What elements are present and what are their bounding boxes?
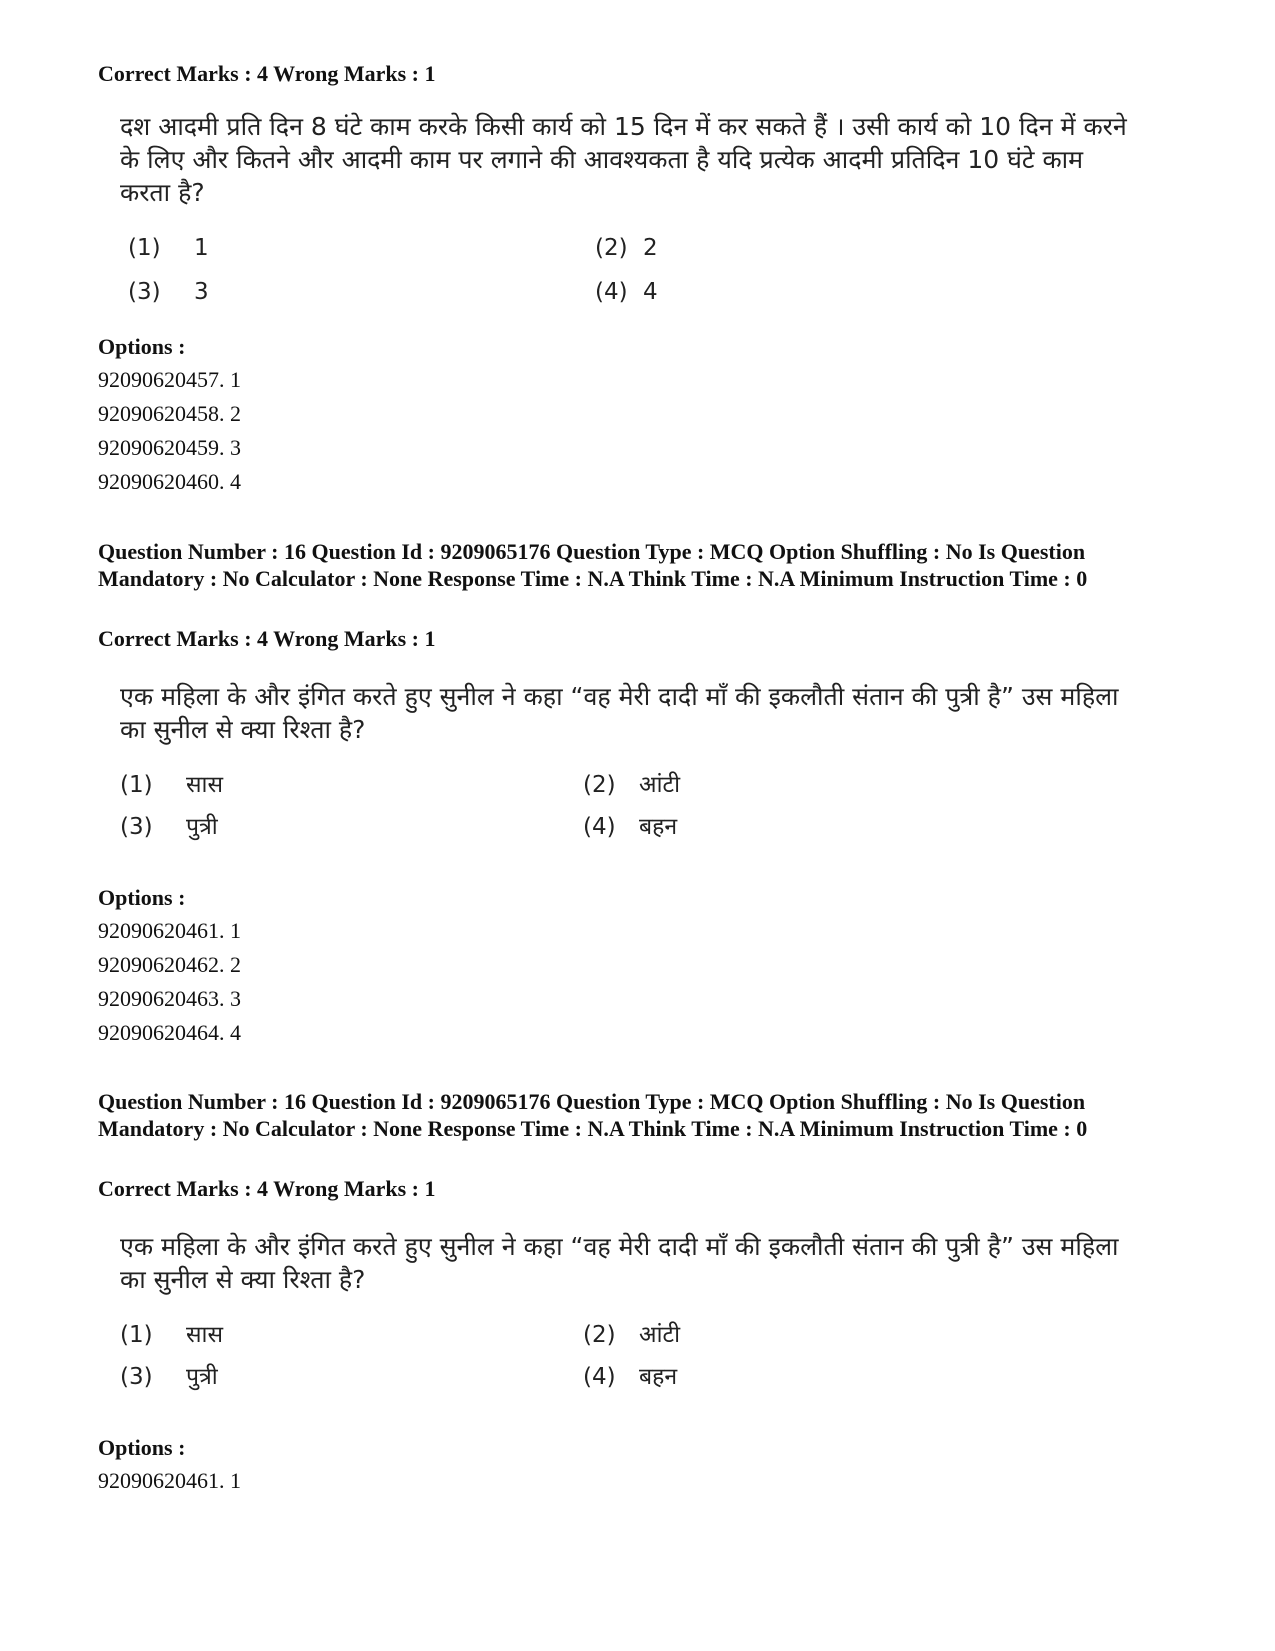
question-meta: Question Number : 16 Question Id : 9209065176 Question Type : MCQ Option Shuffling : No Is Question Mandatory : No Calculator : None Response Time : N.A Think Time : N.A Minimum Instruction Time : 0 — [98, 1089, 1088, 1141]
question-image — [120, 1230, 1140, 1408]
marks-line: Correct Marks : 4 Wrong Marks : 1 — [98, 626, 436, 651]
option-item: 92090620462. 2 — [98, 952, 241, 977]
options-list — [98, 914, 241, 1050]
choice-grid — [120, 1320, 1140, 1408]
choice-4: (4) बहन — [583, 814, 678, 840]
choice-grid — [120, 770, 1140, 858]
option-item: 92090620457. 1 — [98, 367, 241, 392]
options-label: Options : — [98, 334, 186, 359]
question-text: एक महिला के और इंगित करते हुए सुनील ने कहा “वह मेरी दादी माँ की इकलौती संतान की पुत्री है” उस महिला का सुनील से क्या रिश्ता है? — [120, 682, 1119, 744]
options-list — [98, 363, 241, 499]
choice-4: (4) 4 — [595, 279, 658, 305]
marks-line: Correct Marks : 4 Wrong Marks : 1 — [98, 1176, 436, 1201]
question-image — [120, 680, 1140, 858]
question-text: एक महिला के और इंगित करते हुए सुनील ने कहा “वह मेरी दादी माँ की इकलौती संतान की पुत्री है” उस महिला का सुनील से क्या रिश्ता है? — [120, 1232, 1119, 1294]
question-meta: Question Number : 16 Question Id : 9209065176 Question Type : MCQ Option Shuffling : No Is Question Mandatory : No Calculator : None Response Time : N.A Think Time : N.A Minimum Instruction Time : 0 — [98, 539, 1088, 591]
options-label: Options : — [98, 1435, 186, 1460]
question-image — [120, 110, 1140, 321]
choice-2: (2) आंटी — [583, 772, 681, 798]
choice-1: (1) सास — [120, 772, 224, 798]
option-item: 92090620461. 1 — [98, 918, 241, 943]
option-item: 92090620461. 1 — [98, 1468, 241, 1493]
option-item: 92090620463. 3 — [98, 986, 241, 1011]
choice-2: (2) 2 — [595, 235, 658, 261]
question-text: दश आदमी प्रति दिन 8 घंटे काम करके किसी कार्य को 15 दिन में कर सकते हैं । उसी कार्य को 10 दिन में करने के लिए और कितने और आदमी काम पर लगाने की आवश्यकता है यदि प्रत्येक आदमी प्रतिदिन 10 घंटे काम करता है? — [120, 112, 1127, 207]
choice-3: (3) पुत्री — [120, 1364, 218, 1390]
option-item: 92090620460. 4 — [98, 469, 241, 494]
choice-1: (1) सास — [120, 1322, 224, 1348]
choice-3: (3) पुत्री — [120, 814, 218, 840]
option-item: 92090620459. 3 — [98, 435, 241, 460]
options-list — [98, 1464, 241, 1498]
choice-1: (1) 1 — [128, 235, 209, 261]
marks-line: Correct Marks : 4 Wrong Marks : 1 — [98, 61, 436, 86]
option-item: 92090620464. 4 — [98, 1020, 241, 1045]
options-label: Options : — [98, 885, 186, 910]
option-item: 92090620458. 2 — [98, 401, 241, 426]
choice-grid — [120, 233, 1140, 321]
choice-2: (2) आंटी — [583, 1322, 681, 1348]
choice-3: (3) 3 — [128, 279, 209, 305]
choice-4: (4) बहन — [583, 1364, 678, 1390]
